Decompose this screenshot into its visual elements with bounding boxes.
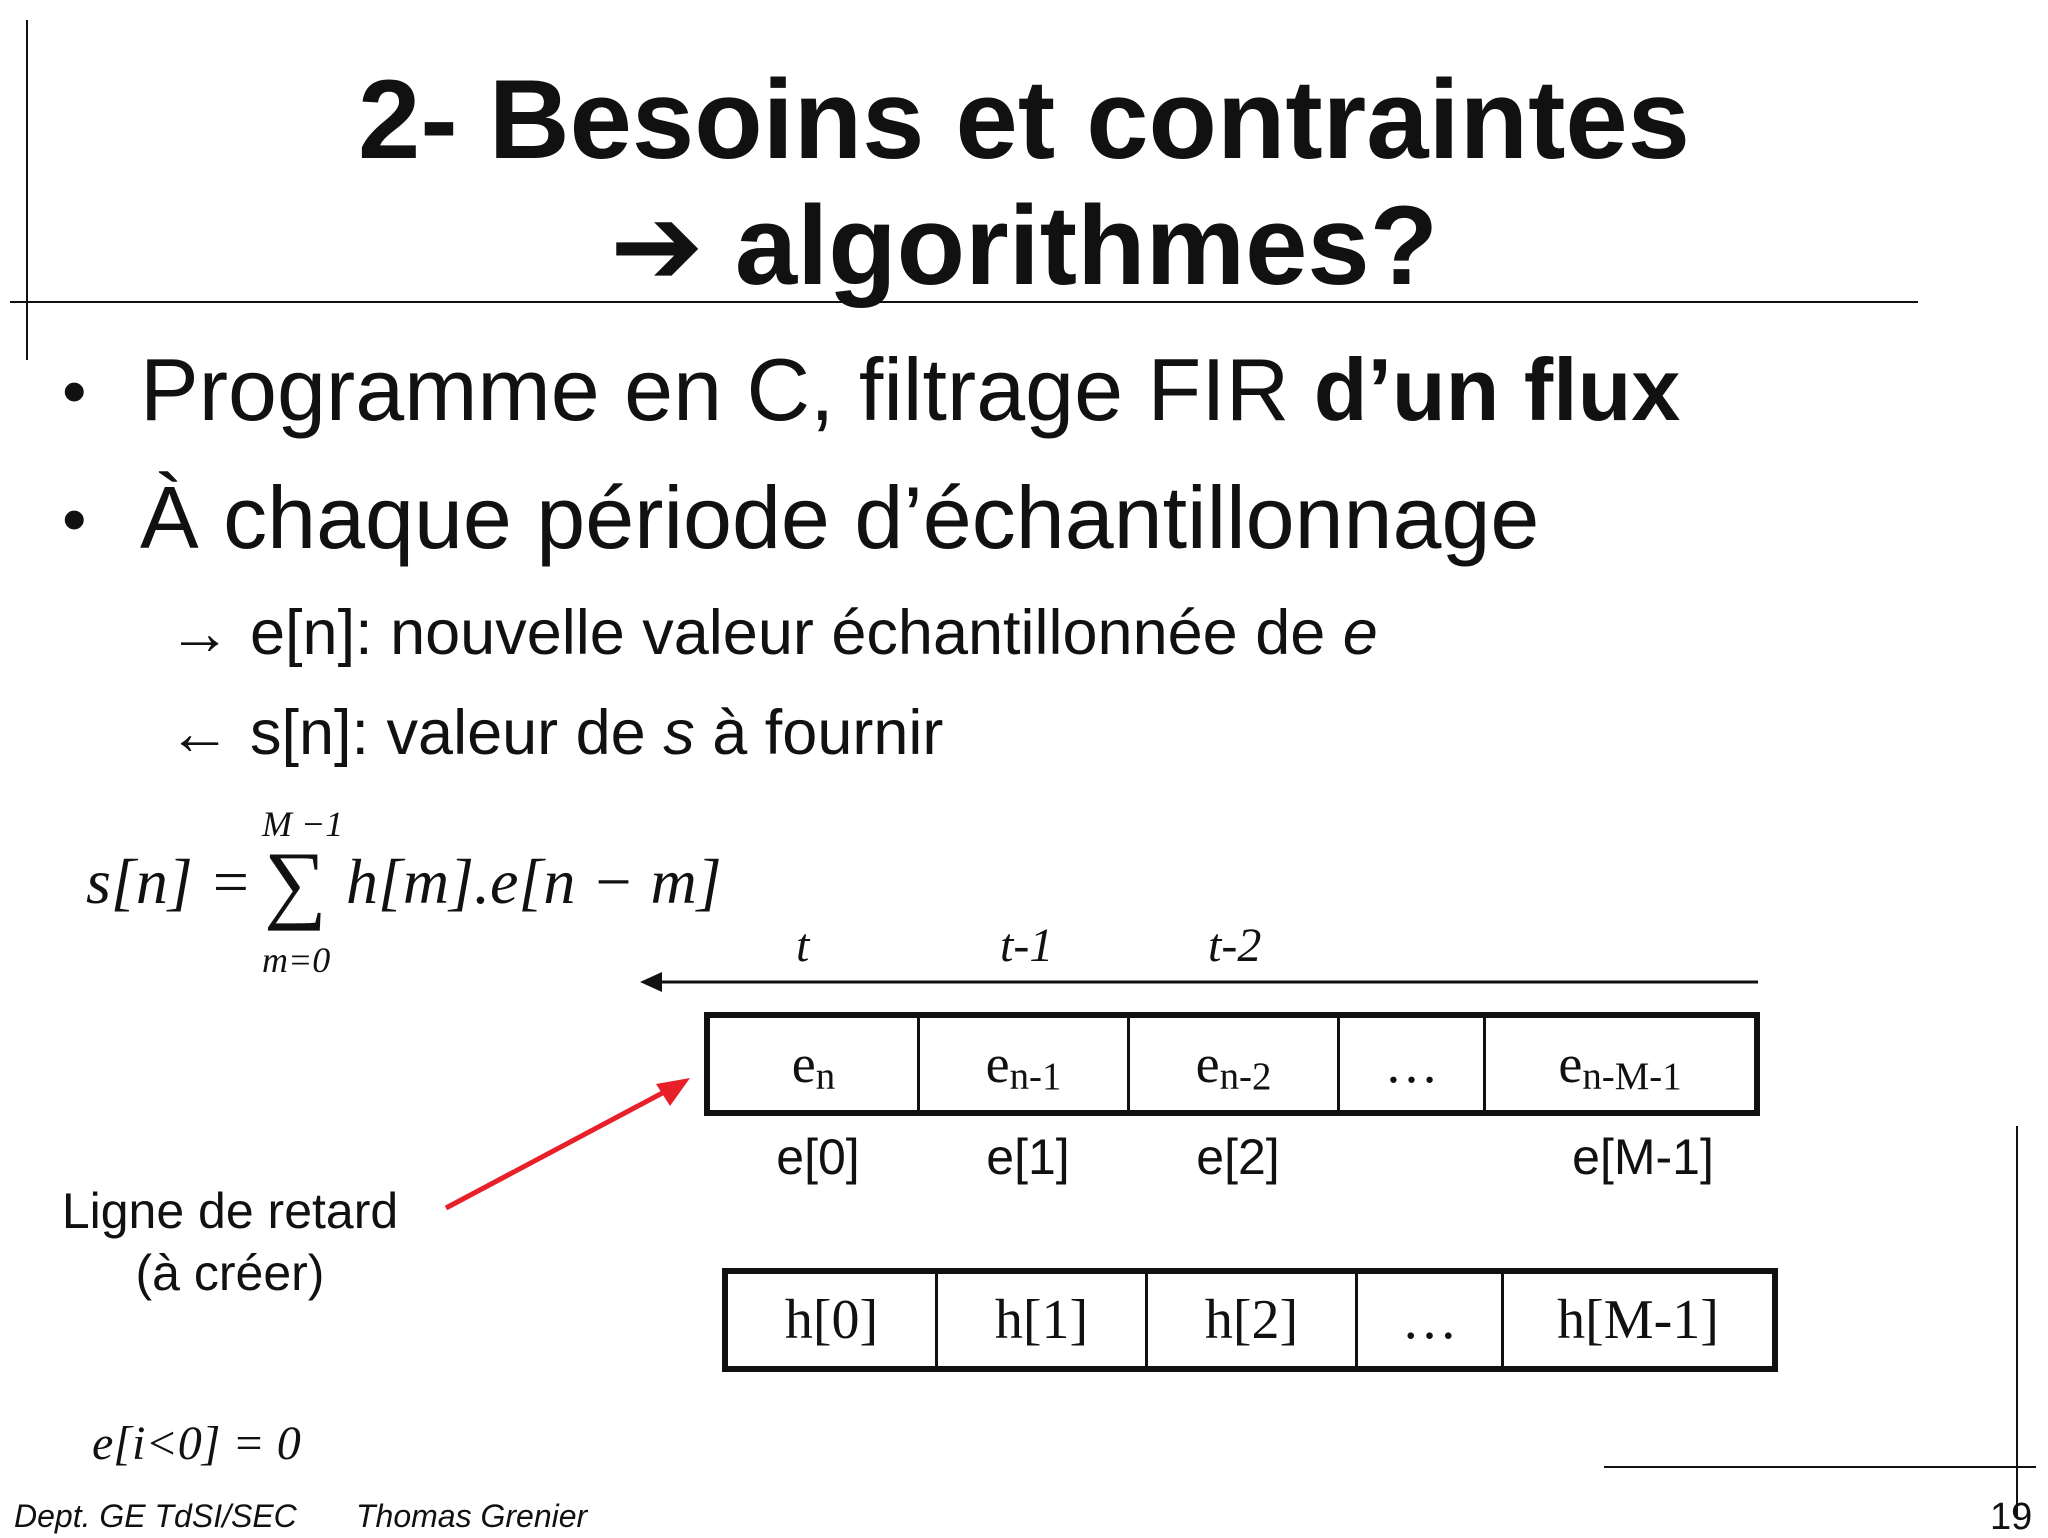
- slide-title-line1: 2- Besoins et contraintes: [358, 57, 1690, 182]
- slide-title-line2: [0, 183, 2048, 308]
- sub-item-input: [168, 598, 1378, 668]
- annotation-arrow-line: [446, 1090, 668, 1208]
- delay-cell-ellipsis: …: [1340, 1018, 1486, 1110]
- time-arrow-head: [640, 972, 662, 992]
- page-number: 19: [1990, 1496, 2033, 1538]
- coeff-cell-2: h[2]: [1148, 1274, 1358, 1366]
- delay-cell-last: e $_{n-M-1}$: [1558, 1034, 1682, 1098]
- delay-line-buffer: [704, 1012, 1760, 1116]
- sub-item-output-italic: s: [663, 698, 695, 768]
- annotation-line1: Ligne de retard: [61, 1183, 399, 1239]
- delay-index-last: e[M-1]: [1572, 1129, 1714, 1185]
- arrow-right-icon: →: [168, 598, 231, 668]
- formula-lower-limit: m=0: [262, 940, 331, 980]
- init-condition: e[i<0] = 0: [92, 1417, 301, 1470]
- coeff-cell-0: h[0]: [728, 1274, 938, 1366]
- coeff-cell-last: h[M-1]: [1557, 1289, 1719, 1351]
- coeff-cell-1: h[1]: [938, 1274, 1148, 1366]
- frame-bottom-right-line: [1604, 1466, 2036, 1468]
- sub-item-output-text-a: s[n]: valeur de: [250, 698, 664, 768]
- frame-right-vertical-line: [2016, 1126, 2018, 1518]
- delay-cell-2: e $_{n-2}$: [1130, 1018, 1340, 1110]
- formula-lhs: s[n] =: [86, 846, 252, 917]
- delay-line-annotation: [40, 1180, 420, 1304]
- formula-rhs: h[m].e[n − m]: [346, 846, 722, 917]
- coeff-cell-ellipsis: …: [1358, 1274, 1504, 1366]
- title-arrow-icon: ➔: [609, 183, 704, 308]
- formula-upper-limit: M −1: [262, 804, 344, 844]
- sub-item-input-text: e[n]: nouvelle valeur échantillonnée de: [250, 598, 1343, 668]
- time-label-t-1: t-1: [1000, 919, 1054, 972]
- annotation-arrow-head: [656, 1078, 690, 1106]
- sub-item-output: [168, 698, 944, 768]
- bullet-dot-icon: •: [62, 351, 87, 430]
- bullet-1-bold-text: d’un flux: [1313, 340, 1681, 439]
- bullet-2-text: À chaque période d’échantillonnage: [140, 468, 1540, 567]
- slide-title-line2-text: algorithmes?: [734, 183, 1439, 308]
- footer-author: Thomas Grenier: [356, 1498, 588, 1534]
- sigma-icon: ∑: [264, 835, 327, 932]
- time-label-t: t: [796, 919, 810, 972]
- bullet-dot-icon: •: [62, 479, 87, 558]
- bullet-1-text: Programme en C, filtrage FIR: [140, 340, 1314, 439]
- sub-item-input-italic: e: [1342, 598, 1378, 668]
- footer-dept: Dept. GE TdSI/SEC: [14, 1498, 297, 1534]
- annotation-line2: (à créer): [135, 1245, 325, 1301]
- delay-index-2: e[2]: [1196, 1129, 1280, 1185]
- delay-index-1: e[1]: [986, 1129, 1070, 1185]
- delay-cell-0: e $_n$: [710, 1018, 920, 1110]
- arrow-left-icon: ←: [168, 698, 231, 768]
- time-label-t-2: t-2: [1208, 919, 1262, 972]
- bullet-2: [62, 468, 1540, 567]
- sub-item-output-text-b: à fournir: [694, 698, 944, 768]
- coefficient-buffer: [722, 1268, 1778, 1372]
- delay-cell-1: e $_{n-1}$: [920, 1018, 1130, 1110]
- delay-index-0: e[0]: [776, 1129, 860, 1185]
- bullet-1: [62, 340, 1681, 439]
